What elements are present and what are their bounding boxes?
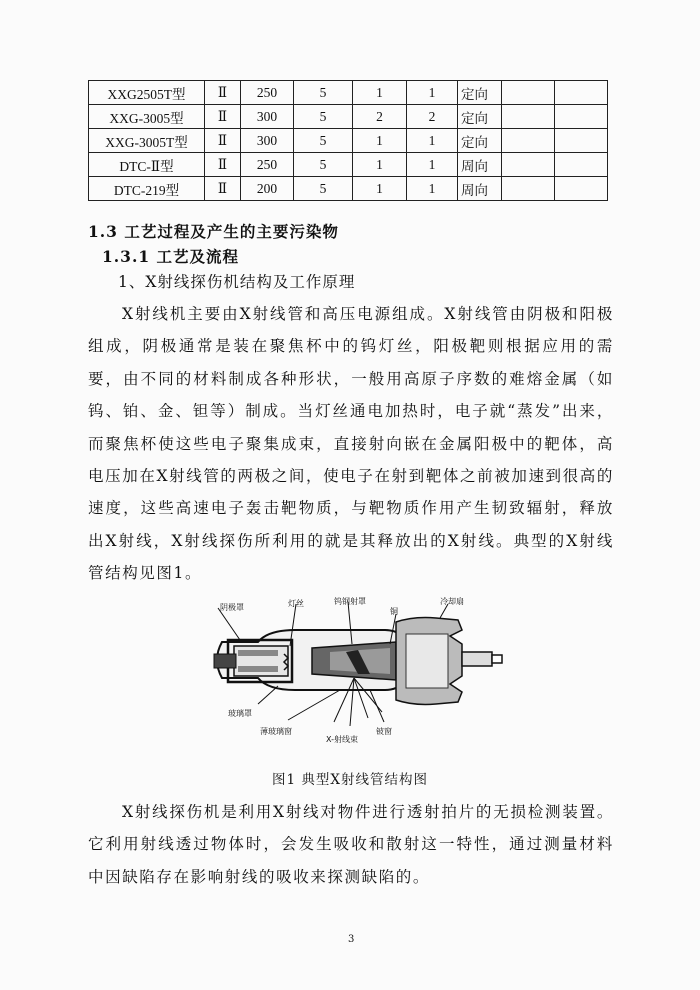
- table-cell: 1: [407, 81, 458, 105]
- table-cell: 250: [241, 153, 294, 177]
- table-cell: 1: [353, 177, 407, 201]
- label-thin-glass-window: 薄玻璃窗: [260, 727, 292, 736]
- table-cell: [502, 177, 555, 201]
- table-cell: DTC-219型: [89, 177, 205, 201]
- table-cell: 1: [407, 153, 458, 177]
- table-cell: 2: [407, 105, 458, 129]
- page-number: 3: [348, 934, 355, 945]
- table-cell: DTC-Ⅱ型: [89, 153, 205, 177]
- figure-caption: 图1 典型X射线管结构图: [272, 772, 428, 788]
- label-glass-cover: 玻璃罩: [228, 709, 252, 718]
- table-cell: [555, 81, 608, 105]
- label-cathode-cover: 阴极罩: [220, 603, 244, 612]
- table-cell: 定向: [458, 105, 502, 129]
- table-cell: 300: [241, 129, 294, 153]
- label-filament: 灯丝: [288, 599, 304, 608]
- table-cell: XXG-3005型: [89, 105, 205, 129]
- table-cell: [502, 129, 555, 153]
- table-cell: 1: [353, 153, 407, 177]
- table-cell: 1: [353, 129, 407, 153]
- table-cell: 200: [241, 177, 294, 201]
- table-cell: 5: [294, 105, 353, 129]
- label-xray-beam: X-射线束: [326, 735, 358, 744]
- paragraph-xray-principle: X射线机主要由X射线管和高压电源组成。X射线管由阴极和阳极组成，阴极通常是装在聚焦杯中的钨灯丝，阳极靶则根据应用的需要，由不同的材料制成各种形状，一般用高原子序数的难熔金属（如钨、铂、金、钽等）制成。当灯丝通电加热时，电子就“蒸发”出来，而聚焦杯使这些电子聚集成束，直接射向嵌在金属阳极中的靶体，高电压加在X射线管的两极之间，使电子在射到靶体之前被加速到很高的速度，这些高速电子轰击靶物质，与靶物质作用产生韧致辐射，释放出X射线，X射线探伤所利用的就是其释放出的X射线。典型的X射线管结构见图1。: [88, 305, 614, 583]
- table-cell: 定向: [458, 129, 502, 153]
- table-cell: [555, 153, 608, 177]
- table-cell: [555, 105, 608, 129]
- table-row: [89, 129, 608, 153]
- table-cell: 1: [353, 81, 407, 105]
- table-cell: 300: [241, 105, 294, 129]
- table-cell: 周向: [458, 177, 502, 201]
- table-cell: Ⅱ: [205, 81, 241, 105]
- table-cell: Ⅱ: [205, 153, 241, 177]
- table-row: [89, 81, 608, 105]
- table-cell: [555, 129, 608, 153]
- label-copper: 铜: [390, 607, 398, 616]
- label-beryllium-window: 铍窗: [376, 727, 392, 736]
- table-row: [89, 105, 608, 129]
- table-row: [89, 177, 608, 201]
- table-cell: [502, 153, 555, 177]
- table-cell: 5: [294, 129, 353, 153]
- table-cell: 5: [294, 177, 353, 201]
- item-title: 1、X射线探伤机结构及工作原理: [118, 273, 356, 291]
- table-cell: Ⅱ: [205, 177, 241, 201]
- table-cell: 1: [407, 177, 458, 201]
- table-cell: XXG2505T型: [89, 81, 205, 105]
- table-cell: 定向: [458, 81, 502, 105]
- spec-table: [88, 80, 608, 201]
- table-cell: 1: [407, 129, 458, 153]
- table-cell: XXG-3005T型: [89, 129, 205, 153]
- table-row: [89, 153, 608, 177]
- table-cell: 2: [353, 105, 407, 129]
- table-cell: [502, 105, 555, 129]
- table-cell: Ⅱ: [205, 129, 241, 153]
- table-cell: [502, 81, 555, 105]
- xray-tube-diagram: [200, 594, 530, 759]
- table-cell: 250: [241, 81, 294, 105]
- table-cell: [555, 177, 608, 201]
- table-cell: 5: [294, 81, 353, 105]
- table-cell: 5: [294, 153, 353, 177]
- section-title: 1.3 工艺过程及产生的主要污染物: [88, 222, 339, 241]
- paragraph-flaw-detector: X射线探伤机是利用X射线对物件进行透射拍片的无损检测装置。它利用射线透过物体时，会发生吸收和散射这一特性，通过测量材料中因缺陷存在影响射线的吸收来探测缺陷的。: [88, 803, 614, 886]
- label-tungsten-target: 钨钢射罩: [334, 597, 366, 606]
- table-cell: 周向: [458, 153, 502, 177]
- table-cell: Ⅱ: [205, 105, 241, 129]
- subsection-title: 1.3.1 工艺及流程: [102, 247, 240, 266]
- label-cooling-fins: 冷却扇: [440, 597, 464, 606]
